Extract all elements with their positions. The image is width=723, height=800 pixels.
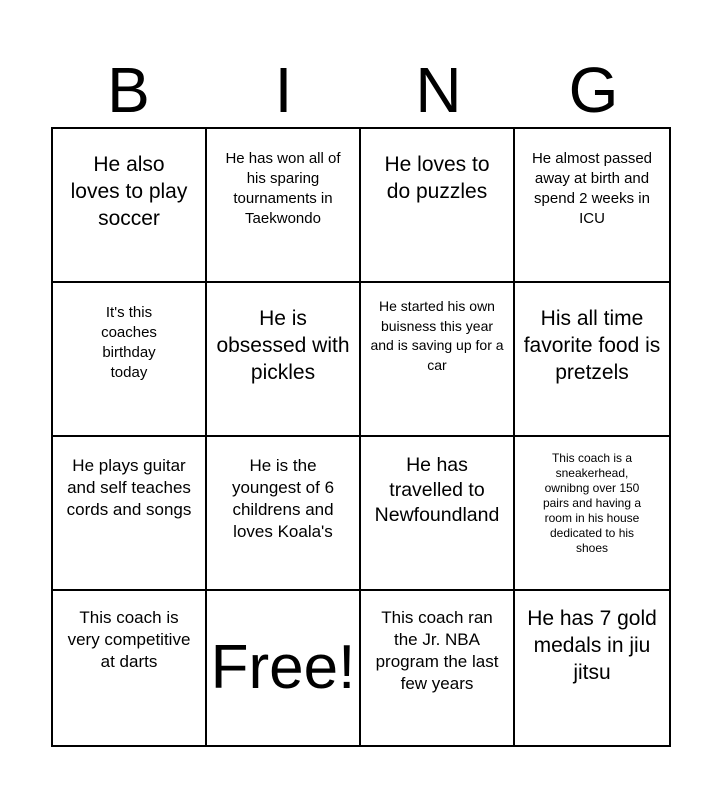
cell-text: It's this coaches birthday today [101,304,157,381]
cell-text: He is obsessed with pickles [216,307,350,384]
cell-text: He has 7 gold medals in jiu jitsu [527,607,657,684]
cell-text: This coach is a sneakerhead, ownibng over 150 pairs and having a room in his house dedicated to his shoes [542,451,642,555]
cell-text: He started his own buisness this year and is saving up for a car [370,298,504,373]
bingo-cell-r1c1[interactable] [53,129,207,283]
cell-text: His all time favorite food is pretzels [523,307,661,384]
bingo-cell-r2c3[interactable] [361,283,515,437]
bingo-cell-r1c3[interactable] [361,129,515,283]
header-letter-b: B [107,54,150,126]
bingo-cell-r3c3[interactable] [361,437,515,591]
cell-text: This coach ran the Jr. NBA program the last few years [375,608,499,693]
bingo-cell-r2c1[interactable] [53,283,207,437]
bingo-cell-r4c3[interactable] [361,591,515,745]
cell-text: He almost passed away at birth and spend 2 weeks in ICU [531,150,653,227]
bingo-cell-r2c4[interactable] [515,283,669,437]
cell-text: He plays guitar and self teaches cords and songs [66,456,192,519]
bingo-cell-r2c2[interactable] [207,283,361,437]
bingo-cell-r3c4[interactable] [515,437,669,591]
header-letter-g: G [568,54,619,126]
bingo-cell-r4c4[interactable] [515,591,669,745]
bingo-cell-r3c1[interactable] [53,437,207,591]
cell-text: He has won all of his sparing tournaments in Taekwondo [225,150,341,227]
bingo-board [51,127,671,747]
bingo-header [51,52,671,128]
bingo-cell-r4c1[interactable] [53,591,207,745]
bingo-cell-r3c2[interactable] [207,437,361,591]
cell-text: He loves to do puzzles [384,153,490,203]
bingo-cell-r1c4[interactable] [515,129,669,283]
bingo-cell-r1c2[interactable] [207,129,361,283]
cell-text: He has travelled to Newfoundland [374,454,500,526]
cell-text: He also loves to play soccer [70,153,188,230]
header-letter-n: N [415,54,462,126]
free-space-text: Free! [210,633,356,702]
cell-text: He is the youngest of 6 childrens and loves Koala's [231,456,335,541]
cell-text: This coach is very competitive at darts [67,608,191,671]
bingo-cell-free[interactable] [207,591,361,745]
header-letter-i: I [274,54,293,126]
